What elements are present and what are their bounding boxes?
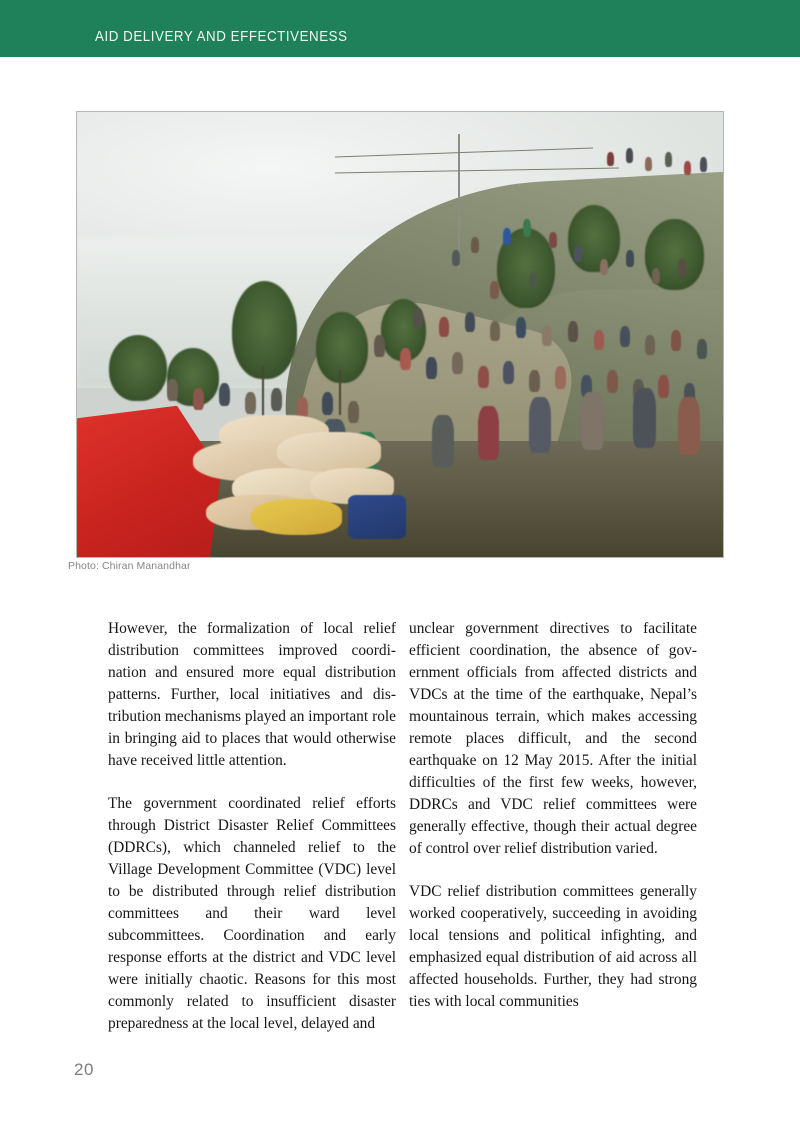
- photo-person: [322, 392, 333, 415]
- photo-tree-trunk: [262, 366, 264, 419]
- photo-person: [665, 152, 672, 167]
- photo-person: [626, 148, 633, 163]
- photo-person-foreground: [678, 397, 700, 455]
- photo-person: [555, 366, 566, 389]
- photo-person: [490, 281, 499, 299]
- photo-person: [529, 272, 538, 290]
- photo-person: [671, 330, 681, 351]
- body-column-left: [108, 618, 396, 1035]
- photo-person: [452, 250, 460, 266]
- photo-person: [542, 326, 552, 346]
- photo-person: [465, 312, 475, 332]
- photo-person: [400, 348, 411, 370]
- photo-person: [193, 388, 204, 410]
- photo-person-foreground: [478, 406, 499, 460]
- photo-person: [697, 339, 707, 359]
- photo-person: [503, 361, 514, 384]
- photo-person-foreground: [432, 415, 454, 467]
- photo-person: [529, 370, 540, 392]
- photo-person-foreground: [581, 392, 604, 450]
- photo-person-foreground: [633, 388, 656, 448]
- photo-tree: [109, 335, 167, 402]
- photo-person: [219, 383, 230, 406]
- photo-person: [645, 157, 652, 171]
- photo-person: [167, 379, 178, 401]
- photo-tree: [232, 281, 297, 379]
- photo-tree-trunk: [339, 370, 341, 415]
- photo-person: [245, 392, 256, 414]
- photo-person: [678, 259, 686, 276]
- paragraph: The government coordinated relief efforts through District Disaster Relief Committees (DDRCs), which channeled relief to the Village Development Committee (VDC) level to be distributed through relief distribution committees and their ward level subcommittees. Coordination and early response efforts at the district and VDC level were initially chaotic. Reasons for this most commonly related to insufficient disaster preparedness at the local level, delayed and: [108, 795, 396, 1032]
- photo-person: [600, 259, 608, 275]
- page-header-title: AID DELIVERY AND EFFECTIVENESS: [95, 29, 348, 45]
- photo-person: [426, 357, 437, 379]
- photo-relief-sack-blue: [348, 495, 406, 540]
- photo-tree: [316, 312, 368, 383]
- photo-person: [471, 237, 479, 253]
- photo-person: [607, 370, 618, 393]
- photo-person: [523, 219, 531, 237]
- photo-person: [549, 232, 557, 248]
- photo-person: [607, 152, 614, 166]
- photo-person: [478, 366, 489, 388]
- photo-credit-caption: Photo: Chiran Manandhar: [68, 560, 191, 572]
- photo-person: [594, 330, 604, 350]
- photo-utility-pole: [458, 134, 460, 268]
- photo-relief-sack-yellow: [251, 499, 341, 535]
- page-number: 20: [74, 1060, 94, 1079]
- photo-person: [658, 375, 669, 398]
- photo-person: [574, 246, 582, 262]
- photo-person: [348, 401, 359, 423]
- photo-person: [568, 321, 578, 342]
- photo-person: [490, 321, 500, 341]
- photo-person: [439, 317, 449, 337]
- photo-tree: [568, 205, 620, 272]
- paragraph: However, the formalization of local relief distribution committees improved coordination and ensured more equal distribution patterns. Further, local initiatives and distribution mechanisms played an important role in bringing aid to places that would otherwise have received little attention.: [108, 620, 396, 769]
- paragraph: unclear government directives to facilitate efficient coordination, the absence of government officials from affected districts and VDCs at the time of the earthquake, Nepal’s mountainous terrain, which makes accessing remote places difficult, and the second earthquake on 12 May 2015. After the initial difficulties of the first few weeks, however, DDRCs and VDC relief committees were generally effective, though their actual degree of control over relief distribution varied.: [409, 620, 697, 857]
- photo-person: [413, 308, 423, 328]
- photo-person: [620, 326, 630, 347]
- photo-relief-sack: [277, 432, 380, 472]
- photo-person: [374, 335, 385, 357]
- photo-person: [645, 335, 655, 355]
- photo-person: [271, 388, 282, 411]
- photo-person-foreground: [529, 397, 551, 453]
- photo-person: [700, 157, 707, 172]
- page-header-band: [0, 0, 800, 57]
- photo-image: [77, 112, 723, 557]
- photo-person: [626, 250, 634, 267]
- body-column-right: [409, 618, 697, 1013]
- photo-person: [652, 268, 660, 284]
- paragraph: VDC relief distribution committees generally worked cooperatively, succeeding in avoiding local tensions and political infighting, and emphasized equal distribution of aid across all affected households. Further, they had strong ties with local communities: [409, 883, 697, 1010]
- photo-figure: [76, 111, 724, 558]
- photo-person: [452, 352, 463, 374]
- photo-person: [516, 317, 526, 338]
- photo-person: [684, 161, 691, 175]
- photo-person: [503, 228, 511, 245]
